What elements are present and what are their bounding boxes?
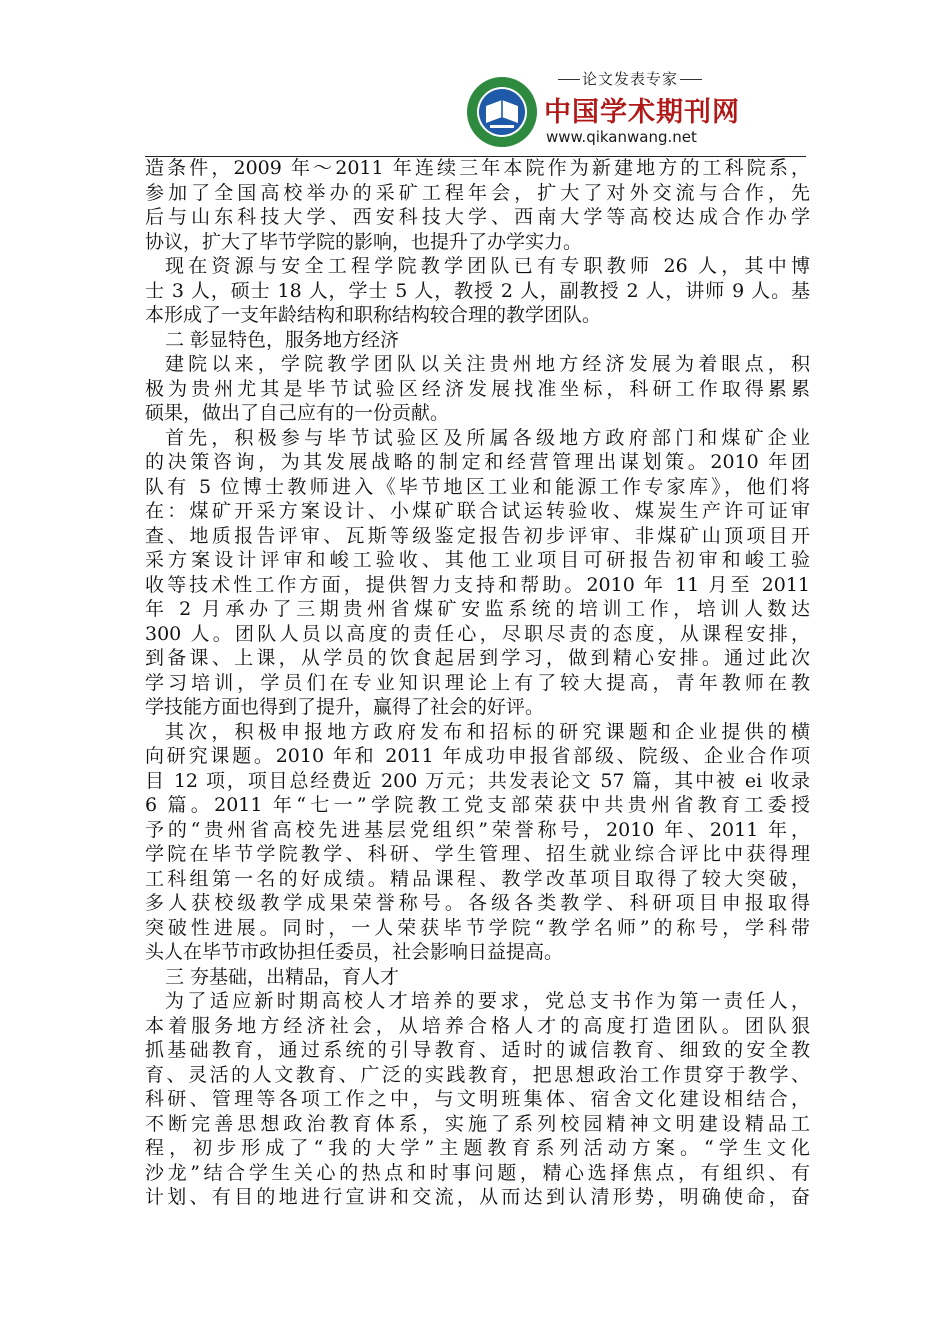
- body-text-line: 多人获校级教学成果荣誉称号。各级各类教学、科研项目申报取得: [145, 892, 810, 914]
- body-text-line: 参加了全国高校举办的采矿工程年会，扩大了对外交流与合作，先: [145, 181, 810, 204]
- body-text-line: 收等技术性工作方面，提供智力支持和帮助。2010 年 11 月至 2011: [145, 573, 810, 596]
- body-text-line: 育、灵活的人文教育、广泛的实践教育，把思想政治工作贯穿于教学、: [145, 1063, 810, 1086]
- body-text-line: 现在资源与安全工程学院教学团队已有专职教师 26 人，其中博: [165, 255, 810, 277]
- body-text-line: 予的“贵州省高校先进基层党组织”荣誉称号，2010 年、2011 年，: [145, 818, 810, 841]
- body-text-line: 采方案设计评审和峻工验收、其他工业项目可研报告初审和峻工验: [145, 549, 810, 571]
- body-text-line: 300 人。团队人员以高度的责任心，尽职尽责的态度，从课程安排，: [145, 622, 810, 645]
- body-text-line: 沙龙”结合学生关心的热点和时事问题，精心选择焦点，有组织、有: [145, 1161, 810, 1184]
- section-heading: 二 彰显特色，服务地方经济: [165, 328, 400, 351]
- body-text-line: 向研究课题。2010 年和 2011 年成功申报省部级、院级、企业合作项: [145, 745, 810, 767]
- body-text-line: 士 3 人，硕士 18 人，学士 5 人，教授 2 人，副教授 2 人，讲师 9 人。基: [145, 279, 810, 302]
- body-text-line: 极为贵州尤其是毕节试验区经济发展找准坐标，科研工作取得累累: [145, 377, 810, 400]
- body-text-line: 不断完善思想政治教育体系，实施了系列校园精神文明建设精品工: [145, 1112, 810, 1135]
- body-text-line: 硕果，做出了自己应有的一份贡献。: [145, 402, 450, 424]
- body-text-line: 学院在毕节学院教学、科研、学生管理、招生就业综合评比中获得理: [145, 843, 810, 865]
- body-text-line: 目 12 项，项目总经费近 200 万元；共发表论文 57 篇，其中被 ei 收录: [145, 769, 810, 792]
- body-text-line: 抓基础教育，通过系统的引导教育、适时的诚信教育、细致的安全教: [145, 1039, 810, 1061]
- body-text-line: 学技能方面也得到了提升，赢得了社会的好评。: [145, 696, 545, 718]
- body-text-line: 的决策咨询，为其发展战略的制定和经营管理出谋划策。2010 年团: [145, 451, 810, 473]
- body-text-line: 造条件，2009 年～2011 年连续三年本院作为新建地方的工科院系，: [145, 157, 810, 179]
- body-text-line: 首先，积极参与毕节试验区及所属各级地方政府部门和煤矿企业: [165, 426, 810, 449]
- site-logo: [466, 68, 740, 156]
- body-text-line: 到备课、上课，从学员的饮食起居到学习，做到精心安排。通过此次: [145, 647, 810, 669]
- body-text-line: 年 2 月承办了三期贵州省煤矿安监系统的培训工作，培训人数达: [145, 598, 810, 620]
- body-text-line: 本形成了一支年龄结构和职称结构较合理的教学团队。: [145, 304, 602, 326]
- body-text-line: 查、地质报告评审、瓦斯等级鉴定报告初步评审、非煤矿山顶项目开: [145, 524, 810, 547]
- body-text-line: 本着服务地方经济社会，从培养合格人才的高度打造团队。团队狠: [145, 1014, 810, 1037]
- logo-slogan: 论文发表专家: [556, 68, 704, 89]
- logo-url: www.qikanwang.net: [546, 128, 697, 146]
- body-text-line: 计划、有目的地进行宣讲和交流，从而达到认清形势，明确使命，奋: [145, 1186, 810, 1208]
- seal-logo-icon: [466, 76, 538, 148]
- body-text-line: 6 篇。2011 年“七一”学院教工党支部荣获中共贵州省教育工委授: [145, 794, 810, 816]
- logo-site-name: 中国学术期刊网: [544, 97, 740, 128]
- body-text-line: 为了适应新时期高校人才培养的要求，党总支书作为第一责任人，: [165, 990, 810, 1012]
- body-text-line: 其次，积极申报地方政府发布和招标的研究课题和企业提供的横: [165, 720, 810, 743]
- body-text-line: 头人在毕节市政协担任委员，社会影响日益提高。: [145, 941, 564, 963]
- body-text-line: 工科组第一名的好成绩。精品课程、教学改革项目取得了较大突破，: [145, 867, 810, 890]
- article-body: [145, 156, 810, 1210]
- body-text-line: 协议，扩大了毕节学院的影响，也提升了办学实力。: [145, 230, 583, 253]
- section-heading: 三 夯基础，出精品，育人才: [165, 965, 400, 988]
- body-text-line: 在：煤矿开采方案设计、小煤矿联合试运转验收、煤炭生产许可证审: [145, 500, 810, 522]
- body-text-line: 程，初步形成了“我的大学”主题教育系列活动方案。“学生文化: [145, 1137, 810, 1159]
- body-text-line: 突破性进展。同时，一人荣获毕节学院“教学名师”的称号，学科带: [145, 916, 810, 939]
- body-text-line: 学习培训，学员们在专业知识理论上有了较大提高，青年教师在教: [145, 671, 810, 694]
- body-text-line: 队有 5 位博士教师进入《毕节地区工业和能源工作专家库》，他们将: [145, 475, 810, 498]
- body-text-line: 后与山东科技大学、西安科技大学、西南大学等高校达成合作办学: [145, 206, 810, 228]
- body-text-line: 建院以来，学院教学团队以关注贵州地方经济发展为着眼点，积: [165, 353, 810, 375]
- body-text-line: 科研、管理等各项工作之中，与文明班集体、宿舍文化建设相结合，: [145, 1088, 810, 1110]
